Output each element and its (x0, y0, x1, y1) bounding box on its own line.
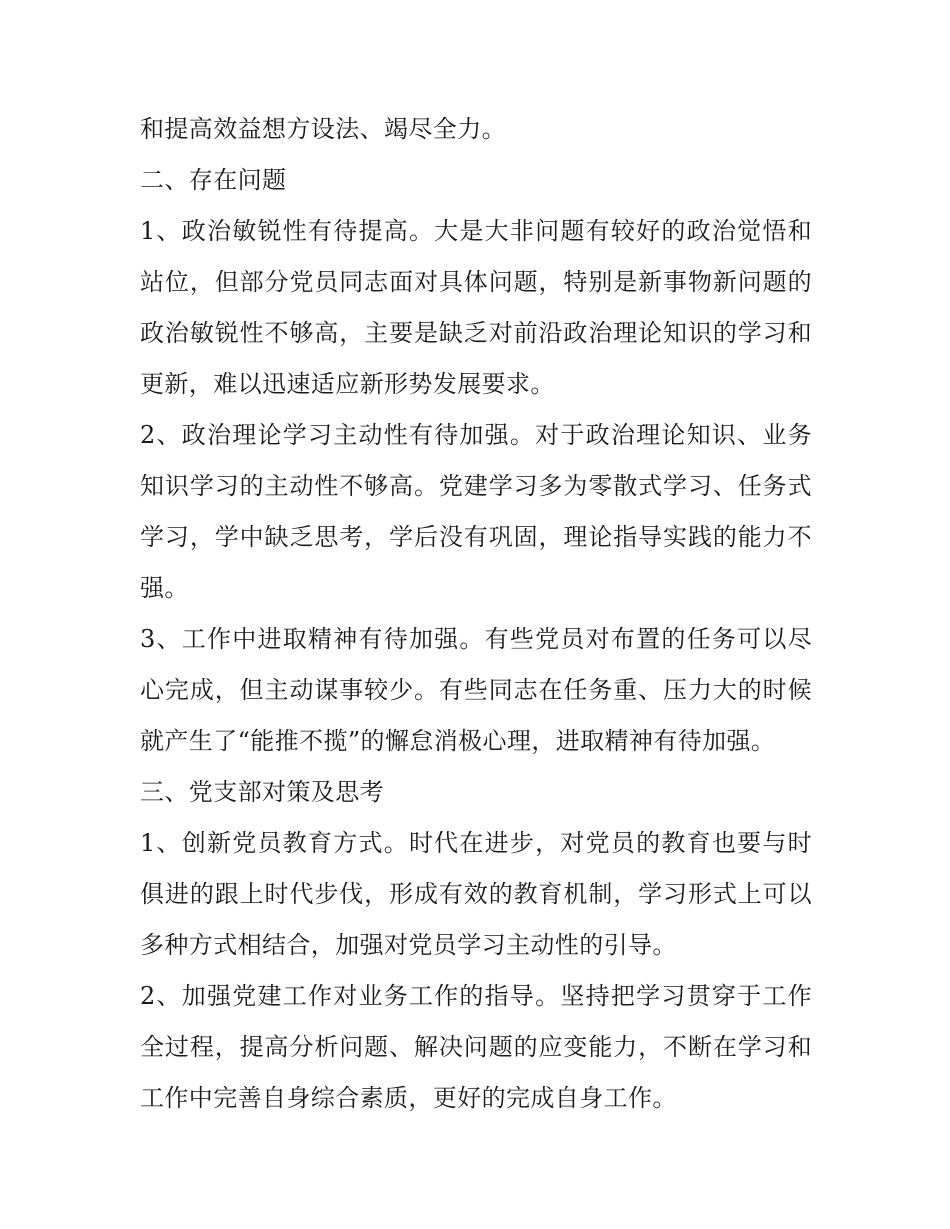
paragraph-continuation: 和提高效益想方设法、竭尽全力。 (140, 115, 506, 143)
problem-item-1: 1、政治敏锐性有待提高。大是大非问题有较好的政治觉悟和站位，但部分党员同志面对具体问题，特别是新事物新问题的政治敏锐性不够高，主要是缺乏对前沿政治理论知识的学习和更新，难以迅速适应新形势发展要求。 (140, 217, 812, 398)
problem-item-2: 2、政治理论学习主动性有待加强。对于政治理论知识、业务知识学习的主动性不够高。党建学习多为零散式学习、任务式学习，学中缺乏思考，学后没有巩固，理论指导实践的能力不强。 (140, 421, 812, 602)
document-body (140, 104, 812, 1124)
countermeasure-item-2: 2、加强党建工作对业务工作的指导。坚持把学习贯穿于工作全过程，提高分析问题、解决问题的应变能力，不断在学习和工作中完善自身综合素质，更好的完成自身工作。 (140, 982, 812, 1112)
section-heading-problems: 二、存在问题 (140, 166, 287, 194)
section-heading-countermeasures: 三、党支部对策及思考 (140, 778, 384, 806)
countermeasure-item-1: 1、创新党员教育方式。时代在进步，对党员的教育也要与时俱进的跟上时代步伐，形成有效的教育机制，学习形式上可以多种方式相结合，加强对党员学习主动性的引导。 (140, 829, 812, 959)
problem-item-3: 3、工作中进取精神有待加强。有些党员对布置的任务可以尽心完成，但主动谋事较少。有些同志在任务重、压力大的时候就产生了“能推不揽”的懈怠消极心理，进取精神有待加强。 (140, 625, 812, 755)
